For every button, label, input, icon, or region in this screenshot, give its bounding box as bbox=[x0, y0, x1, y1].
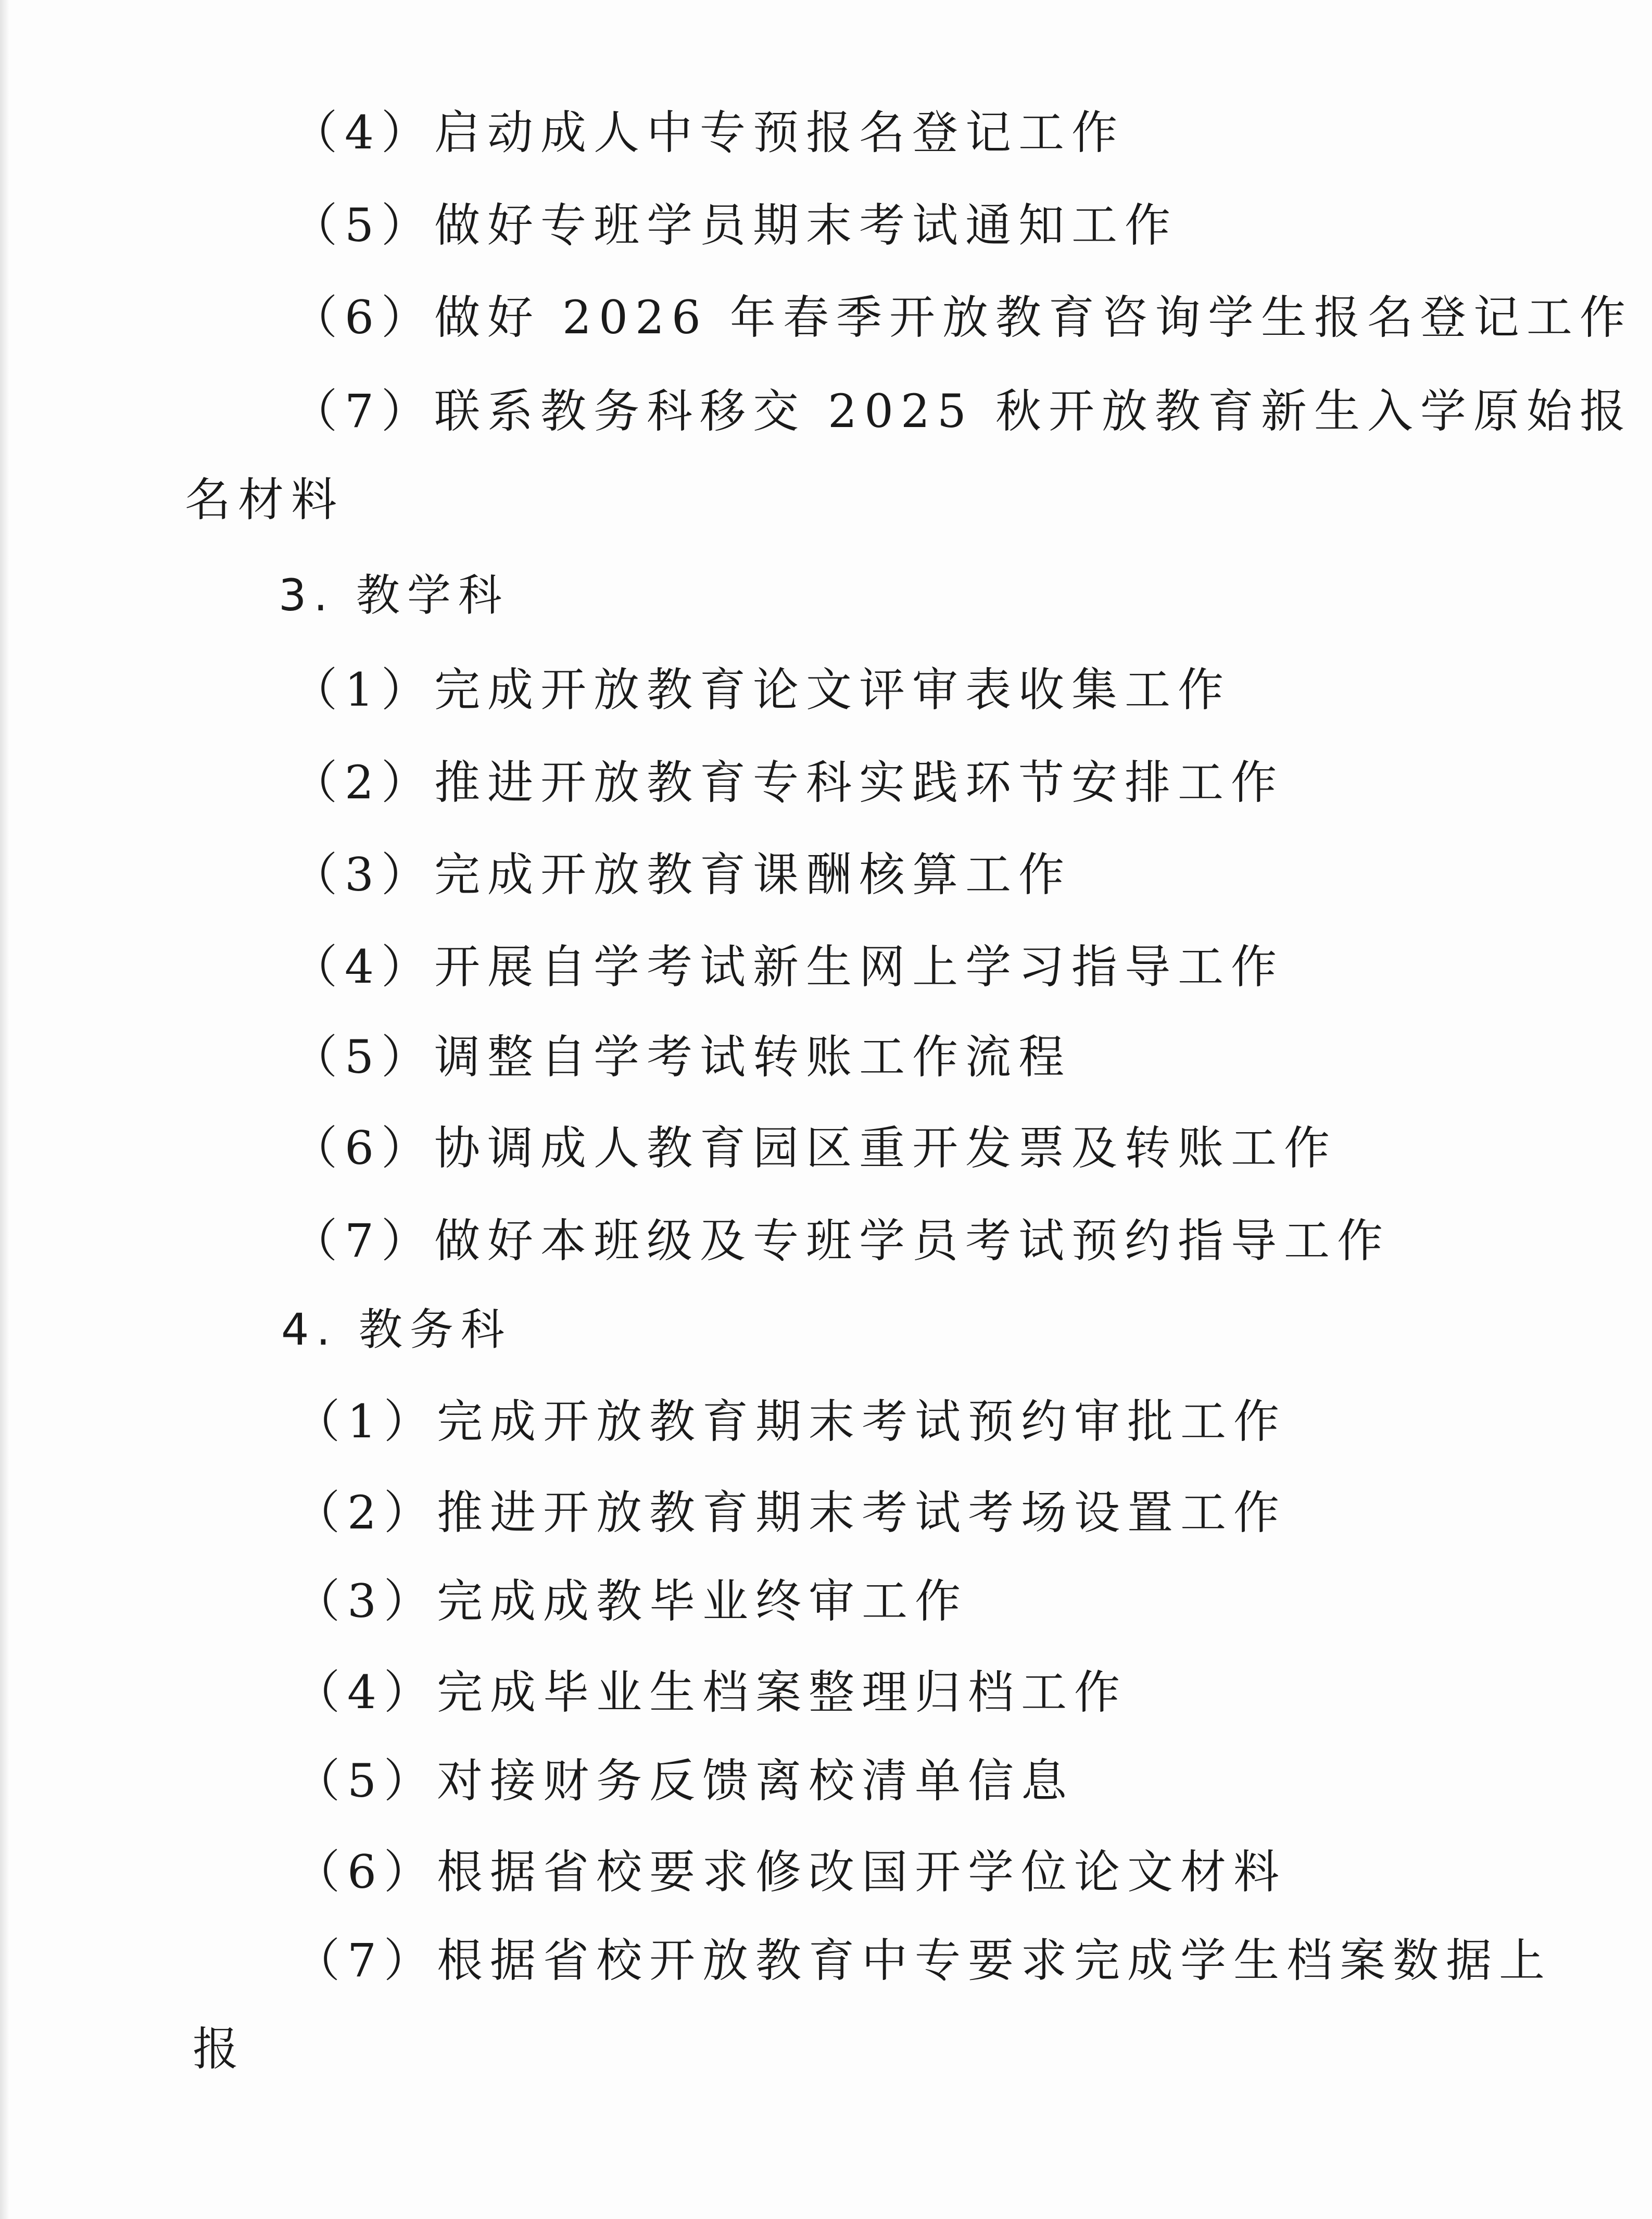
item-admissions-7-continued: 名材料 bbox=[185, 473, 345, 526]
item-affairs-5: （5）对接财务反馈离校清单信息 bbox=[294, 1754, 1074, 1808]
item-affairs-3: （3）完成成教毕业终审工作 bbox=[294, 1574, 968, 1628]
item-affairs-2: （2）推进开放教育期末考试考场设置工作 bbox=[294, 1486, 1287, 1539]
section-heading-teaching: 3. 教学科 bbox=[279, 570, 509, 621]
item-admissions-7: （7）联系教务科移交 2025 秋开放教育新生入学原始报 bbox=[292, 384, 1633, 438]
item-admissions-4: （4）启动成人中专预报名登记工作 bbox=[292, 106, 1125, 159]
item-teaching-7: （7）做好本班级及专班学员考试预约指导工作 bbox=[292, 1214, 1390, 1268]
item-admissions-6: （6）做好 2026 年春季开放教育咨询学生报名登记工作 bbox=[292, 291, 1633, 344]
item-affairs-1: （1）完成开放教育期末考试预约审批工作 bbox=[294, 1395, 1287, 1448]
item-teaching-4: （4）开展自学考试新生网上学习指导工作 bbox=[292, 940, 1284, 994]
item-affairs-7: （7）根据省校开放教育中专要求完成学生档案数据上 bbox=[294, 1934, 1552, 1987]
item-teaching-3: （3）完成开放教育课酬核算工作 bbox=[292, 848, 1071, 901]
item-teaching-5: （5）调整自学考试转账工作流程 bbox=[292, 1030, 1071, 1084]
section-heading-academic-affairs: 4. 教务科 bbox=[281, 1304, 512, 1355]
item-affairs-4: （4）完成毕业生档案整理归档工作 bbox=[294, 1665, 1127, 1719]
item-teaching-6: （6）协调成人教育园区重开发票及转账工作 bbox=[292, 1121, 1337, 1175]
item-teaching-2: （2）推进开放教育专科实践环节安排工作 bbox=[292, 756, 1284, 809]
item-teaching-1: （1）完成开放教育论文评审表收集工作 bbox=[292, 663, 1231, 717]
scan-edge-shadow bbox=[0, 0, 9, 2219]
item-admissions-5: （5）做好专班学员期末考试通知工作 bbox=[292, 198, 1178, 252]
item-affairs-7-continued: 报 bbox=[193, 2022, 246, 2076]
item-affairs-6: （6）根据省校要求修改国开学位论文材料 bbox=[294, 1845, 1287, 1899]
